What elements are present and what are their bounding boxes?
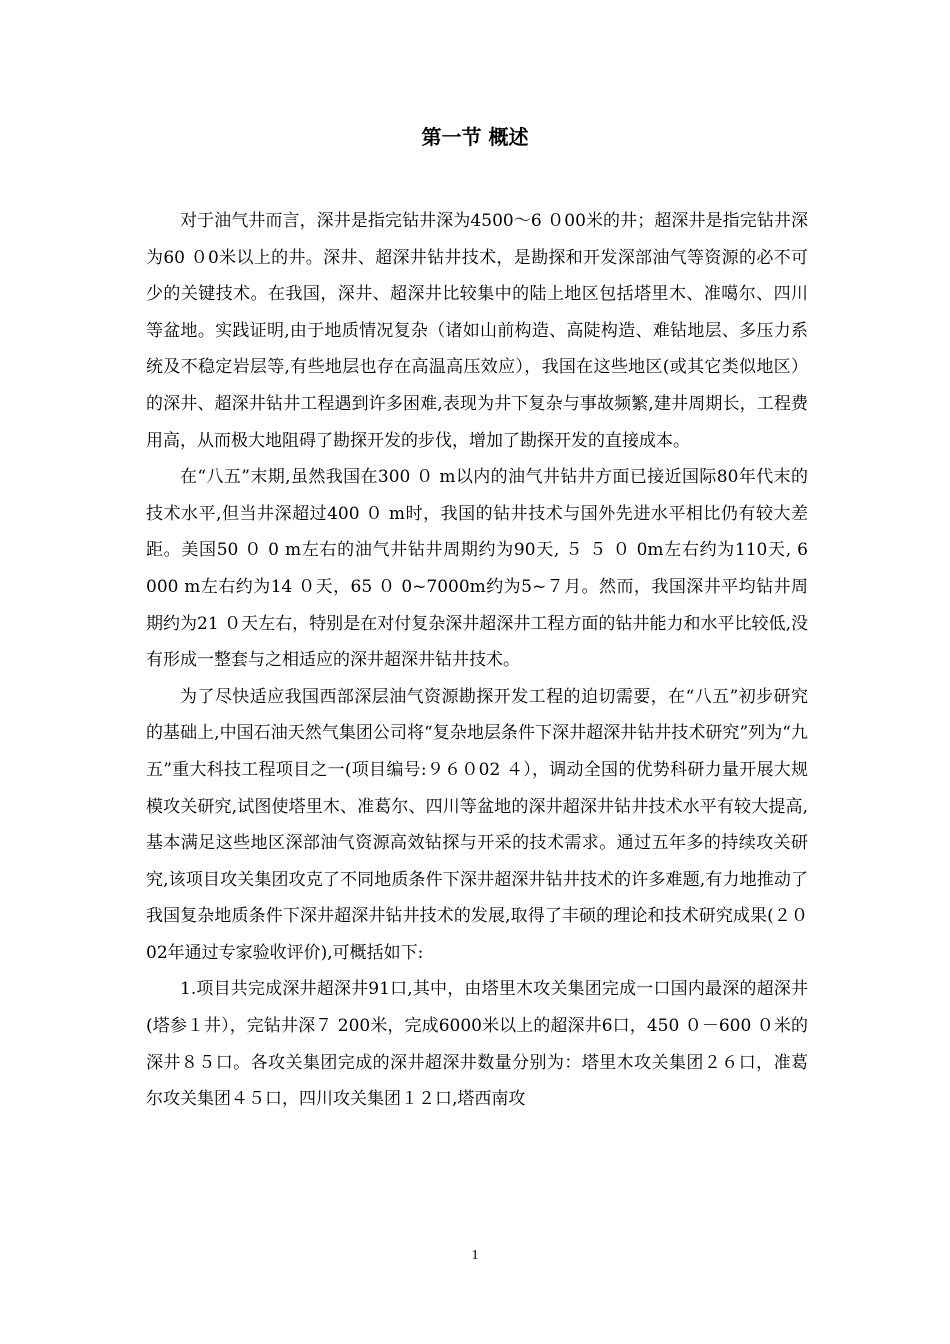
paragraph-definition: 对于油气井而言，深井是指完钻井深为4500～6 ０00米的井；超深井是指完钻井深为60 ０0米以上的井。深井、超深井钻井技术，是勘探和开发深部油气等资源的必不可少的关键技术。在我国，深井、超深井比较集中的陆上地区包括塔里木、准噶尔、四川等盆地。实践证明,由于地质情况复杂（诸如山前构造、高陡构造、难钻地层、多压力系统及不稳定岩层等,有些地层也存在高温高压效应），我国在这些地区(或其它类似地区）的深井、超深井钻井工程遇到许多困难,表现为井下复杂与事故频繁,建井周期长，工程费用高，从而极大地阻碍了勘探开发的步伐，增加了勘探开发的直接成本。 xyxy=(146,211,808,451)
paragraph-results: 1.项目共完成深井超深井91口,其中，由塔里木攻关集团完成一口国内最深的超深井(塔参１井），完钻井深７ 200米，完成6000米以上的超深井6口，450 ０－600 ０米的深井８５口。各攻关集团完成的深井超深井数量分别为：塔里木攻关集团２６口，准葛尔攻关集团４５口，四川攻关集团１２口,塔西南攻 xyxy=(146,979,808,1110)
page-title: 第一节 概述 xyxy=(421,125,529,149)
body-text xyxy=(146,203,808,1118)
page-number: 1 xyxy=(471,1248,479,1263)
paragraph-comparison: 在“八五”末期,虽然我国在300 ０ m以内的油气井钻井方面已接近国际80年代末的技术水平,但当井深超过400 ０ m时，我国的钻井技术与国外先进水平相比仍有较大差距。美国50 ０ 0 m左右的油气井钻井周期约为90天, ５ ５ ０ 0m左右约为110天, 6 000 m左右约为14 ０天，65 ０ 0~7000m约为5~７月。然而，我国深井平均钻井周期约为21 ０天左右，特别是在对付复杂深井超深井工程方面的钻井能力和水平比较低,没有形成一整套与之相适应的深井超深井钻井技术。 xyxy=(146,467,808,671)
paragraph-project: 为了尽快适应我国西部深层油气资源勘探开发工程的迫切需要，在“八五”初步研究的基础上,中国石油天然气集团公司将“复杂地层条件下深井超深井钻井技术研究”列为“九五”重大科技工程项目之一(项目编号:９６０02 ４），调动全国的优势科研力量开展大规模攻关研究,试图使塔里木、准葛尔、四川等盆地的深井超深井钻井技术水平有较大提高,基本满足这些地区深部油气资源高效钻探与开采的技术需求。通过五年多的持续攻关研究,该项目攻关集团攻克了不同地质条件下深井超深井钻井技术的许多难题,有力地推动了我国复杂地质条件下深井超深井钻井技术的发展,取得了丰硕的理论和技术研究成果(２０02年通过专家验收评价),可概括如下: xyxy=(146,686,808,963)
